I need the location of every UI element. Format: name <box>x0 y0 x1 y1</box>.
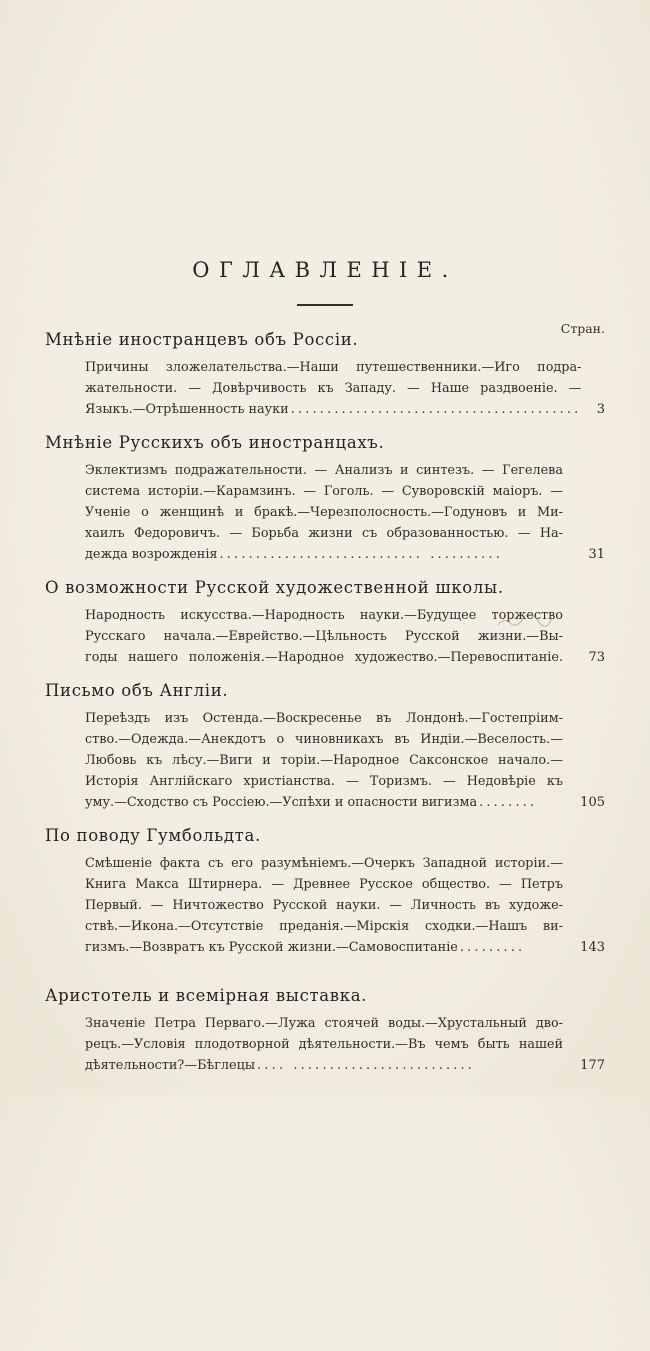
toc-line: система исторіи.—Карамзинъ. — Гоголь. — Суворовскій маіоръ. — <box>85 484 563 499</box>
dot-leader: ............................ .......... <box>219 547 503 562</box>
entry-heading: Письмо объ Англіи. <box>45 681 229 700</box>
toc-line: Первый. — Ничтожество Русской науки. — Личность въ художе- <box>85 898 563 913</box>
toc-line: рецъ.—Условія плодотворной дѣятельности.—Въ чемъ быть нашей <box>85 1037 563 1052</box>
toc-line: Книга Макса Штирнера. — Древнее Русское общество. — Петръ <box>85 877 563 892</box>
toc-line: Значеніе Петра Перваго.—Лужа стоячей воды.—Хрустальный дво- <box>85 1016 563 1031</box>
toc-entry <box>45 679 605 813</box>
pencil-mark <box>496 614 556 630</box>
page-title: ОГЛАВЛЕНІЕ. <box>192 258 458 282</box>
page-number: 143 <box>580 940 605 955</box>
toc-line <box>85 792 563 813</box>
toc-line: жательности. — Довѣрчивость къ Западу. — Наше раздвоеніе. — <box>85 381 582 396</box>
toc-entry <box>45 431 605 565</box>
entry-description <box>45 853 605 958</box>
toc-line: годы нашего положенія.—Народное художество.—Перевоспитаніе. <box>85 650 563 665</box>
toc-line <box>85 399 581 420</box>
toc-line: хаилъ Федоровичъ. — Борьба жизни съ образованностью. — На- <box>85 526 563 541</box>
dot-leader: ........................................ <box>290 402 582 417</box>
entry-description <box>45 708 605 813</box>
entry-description <box>45 1013 605 1076</box>
page-number: 73 <box>588 650 605 665</box>
toc-line: Исторія Англійскаго христіанства. — Торизмъ. — Недовѣріе къ <box>85 774 563 789</box>
toc-line: Эклектизмъ подражательности. — Анализъ и синтезъ. — Гегелева <box>85 463 563 478</box>
title-rule <box>297 304 353 306</box>
toc-line <box>85 937 563 958</box>
entry-description <box>45 357 605 420</box>
toc-line-text: гизмъ.—Возвратъ къ Русской жизни.—Самовоспитаніе <box>85 940 458 955</box>
page-column-header: Стран. <box>560 321 605 336</box>
entry-heading: О возможности Русской художественной школы. <box>45 578 504 597</box>
entry-heading: Аристотель и всемірная выставка. <box>45 986 368 1005</box>
toc-line: Смѣшеніе факта съ его разумѣніемъ.—Очеркъ Западной исторіи.— <box>85 856 563 871</box>
dot-leader: ........ <box>479 795 538 810</box>
toc-line: Любовь къ лѣсу.—Виги и торіи.—Народное Саксонское начало.— <box>85 753 563 768</box>
page-number: 3 <box>596 402 605 417</box>
dot-leader: .... ......................... <box>257 1058 476 1073</box>
entry-heading: Мнѣніе иностранцевъ объ Россіи. <box>45 330 359 349</box>
page-number: 177 <box>580 1058 605 1073</box>
entry-heading: Мнѣніе Русскихъ объ иностранцахъ. <box>45 433 385 452</box>
toc-line-text: уму.—Сходство съ Россіею.—Успѣхи и опасности вигизма <box>85 795 478 810</box>
toc-line: Ученіе о женщинѣ и бракѣ.—Черезполосность.—Годуновъ и Ми- <box>85 505 563 520</box>
document-page <box>0 256 650 1351</box>
toc-entry <box>45 824 605 958</box>
dot-leader: ......... <box>459 940 526 955</box>
page-number: 105 <box>580 795 605 810</box>
toc-line: ство.—Одежда.—Анекдотъ о чиновникахъ въ Индіи.—Веселость.— <box>85 732 563 747</box>
toc-line: Причины зложелательства.—Наши путешественники.—Иго подра- <box>85 360 582 375</box>
toc-line: Русскаго начала.—Еврейство.—Цѣльность Русской жизни.—Вы- <box>85 629 563 644</box>
toc-line-text: дѣятельности?—Бѣглецы <box>85 1058 256 1073</box>
entry-heading: По поводу Гумбольдта. <box>45 826 261 845</box>
toc-page <box>0 256 650 1351</box>
entry-description <box>45 460 605 565</box>
toc-line: Переѣздъ изъ Остенда.—Воскресенье въ Лондонѣ.—Гостепріим- <box>85 711 563 726</box>
toc-line-text: дежда возрожденія <box>85 547 218 562</box>
page-number: 31 <box>588 547 605 562</box>
toc-line-text: Языкъ.—Отрѣшенность науки <box>85 402 289 417</box>
toc-line <box>85 544 563 565</box>
toc-line: Народность искусства.—Народность науки.—Будущее торжество <box>85 608 563 623</box>
toc-line: ствѣ.—Икона.—Отсутствіе преданія.—Мірскія сходки.—Нашъ ви- <box>85 919 563 934</box>
toc-line <box>85 1055 563 1076</box>
toc-entry <box>45 984 605 1076</box>
toc-entry <box>45 321 605 352</box>
